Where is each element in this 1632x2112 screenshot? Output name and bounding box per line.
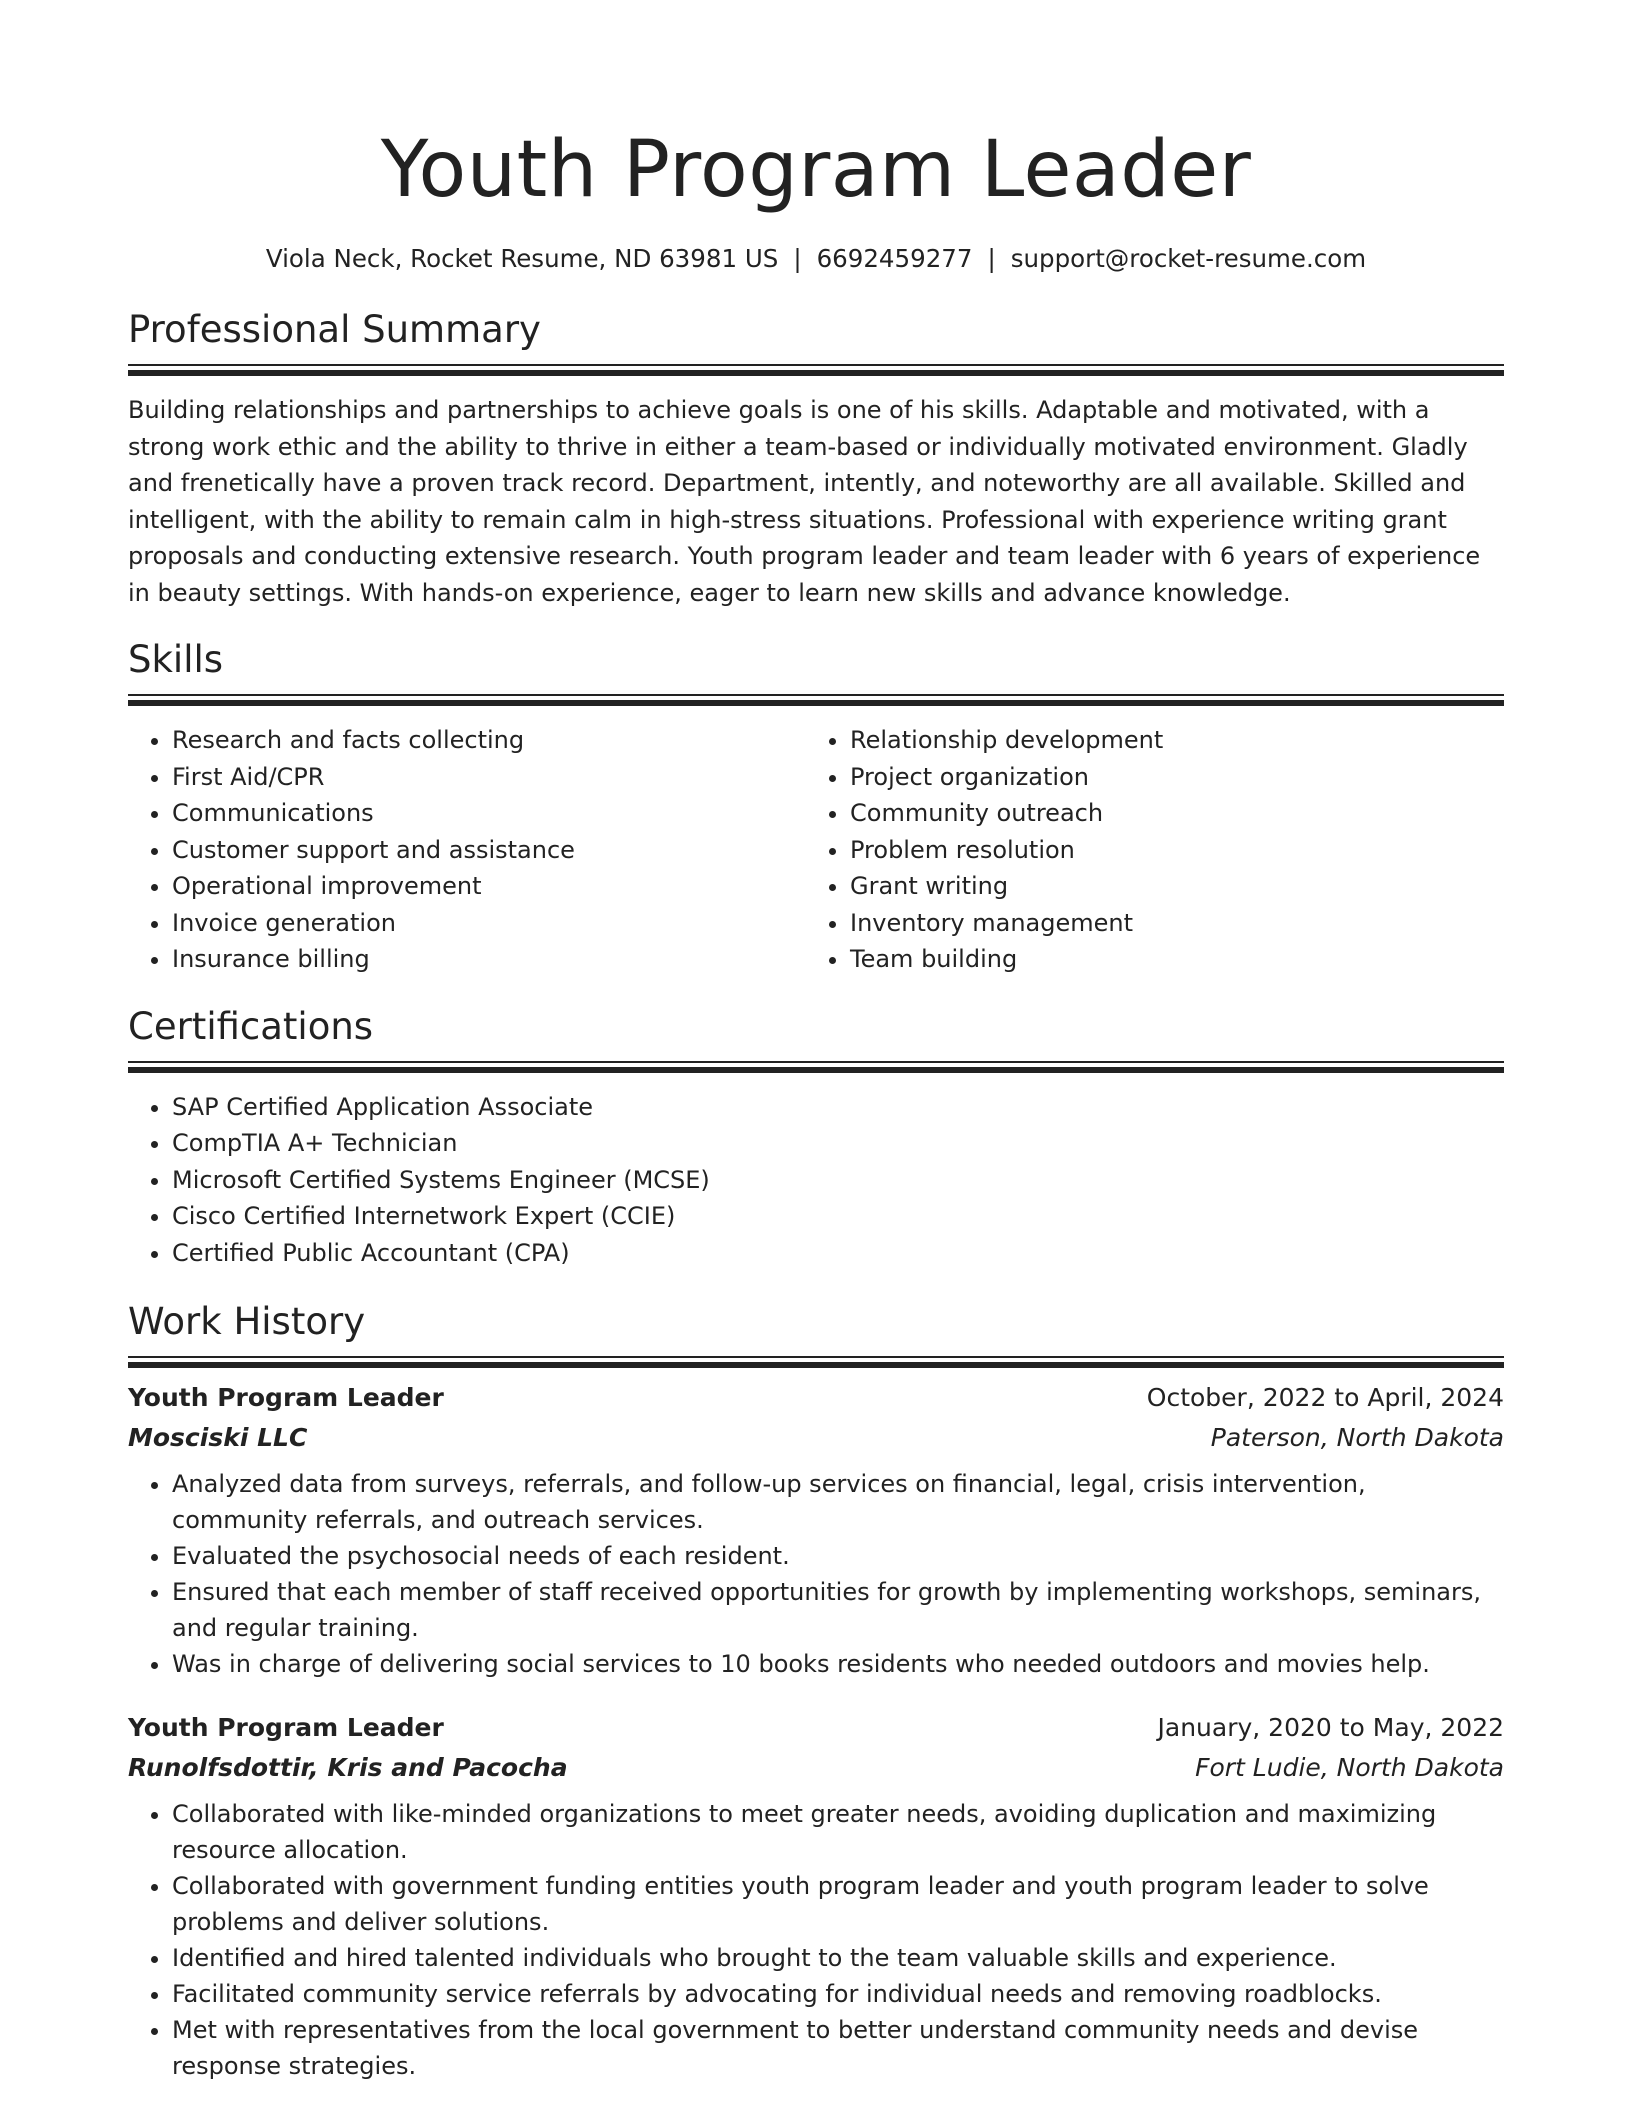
section-divider (128, 694, 1504, 706)
contact-separator: | (987, 244, 996, 273)
list-item: • Operational improvement (172, 868, 806, 905)
summary-heading: Professional Summary (128, 308, 541, 351)
skills-section (128, 635, 1504, 978)
list-item: • Communications (172, 795, 806, 832)
work-history-section (128, 1297, 1504, 2084)
contact-address: Viola Neck, Rocket Resume, ND 63981 US (265, 244, 779, 273)
list-item: • Met with representatives from the local government to better understand community needs and devise response strategies. (172, 2012, 1504, 2084)
list-item: • Team building (850, 941, 1484, 978)
list-item: • CompTIA A+ Technician (172, 1125, 1504, 1162)
skills-list-right (806, 722, 1484, 978)
list-item: • Inventory management (850, 905, 1484, 942)
list-item: • Identified and hired talented individuals who brought to the team valuable skills and experience. (172, 1940, 1504, 1976)
job-bullets (128, 1796, 1504, 2084)
list-item: • Certified Public Accountant (CPA) (172, 1235, 1504, 1272)
job-location: Paterson, North Dakota (1210, 1423, 1504, 1452)
list-item: • Collaborated with like-minded organizations to meet greater needs, avoiding duplication and maximizing resource allocation. (172, 1796, 1504, 1868)
summary-text: Building relationships and partnerships to achieve goals is one of his skills. Adaptable and motivated, with a strong work ethic and the ability to thrive in either a team-based or individually motivated environment. Gladly and frenetically have a proven track record. Department, intently, and noteworthy are all available. Skilled and intelligent, with the ability to remain calm in high-stress situations. Professional with experience writing grant proposals and conducting extensive research. Youth program leader and team leader with 6 years of experience in beauty settings. With hands-on experience, eager to learn new skills and advance knowledge. (128, 396, 1481, 607)
skills-heading: Skills (128, 638, 224, 681)
skills-column-right (806, 722, 1484, 978)
job-company: Mosciski LLC (128, 1423, 308, 1452)
resume-title: Youth Program Leader (380, 125, 1252, 215)
list-item: • Evaluated the psychosocial needs of each resident. (172, 1538, 1504, 1574)
work-history-heading: Work History (128, 1300, 366, 1343)
list-item: • First Aid/CPR (172, 759, 806, 796)
contact-phone: 6692459277 (816, 244, 973, 273)
skills-grid (128, 722, 1504, 978)
list-item: • Grant writing (850, 868, 1484, 905)
job-title: Youth Program Leader (128, 1713, 444, 1742)
job-header-row (128, 1378, 1504, 1418)
list-item: • Problem resolution (850, 832, 1484, 869)
list-item: • Research and facts collecting (172, 722, 806, 759)
list-item: • Project organization (850, 759, 1484, 796)
list-item: • SAP Certified Application Associate (172, 1089, 1504, 1126)
contact-email: support@rocket-resume.com (1010, 244, 1367, 273)
certifications-list (128, 1089, 1504, 1272)
job-company: Runolfsdottir, Kris and Pacocha (128, 1753, 568, 1782)
list-item: • Ensured that each member of staff received opportunities for growth by implementing workshops, seminars, and regular training. (172, 1574, 1504, 1646)
list-item: • Community outreach (850, 795, 1484, 832)
job-dates: October, 2022 to April, 2024 (1146, 1383, 1504, 1412)
list-item: • Analyzed data from surveys, referrals, and follow-up services on financial, legal, crisis intervention, community referrals, and outreach services. (172, 1466, 1504, 1538)
job-title: Youth Program Leader (128, 1383, 444, 1412)
list-item: • Invoice generation (172, 905, 806, 942)
job-entry (128, 1378, 1504, 1682)
job-entry (128, 1708, 1504, 2084)
list-item: • Collaborated with government funding entities youth program leader and youth program leader to solve problems and deliver solutions. (172, 1868, 1504, 1940)
list-item: • Customer support and assistance (172, 832, 806, 869)
list-item: • Relationship development (850, 722, 1484, 759)
job-company-row (128, 1418, 1504, 1458)
list-item: • Cisco Certified Internetwork Expert (CCIE) (172, 1198, 1504, 1235)
certifications-heading: Certifications (128, 1004, 374, 1048)
section-divider (128, 1356, 1504, 1368)
summary-section (128, 305, 1504, 611)
job-dates: January, 2020 to May, 2022 (1157, 1713, 1504, 1742)
job-location: Fort Ludie, North Dakota (1195, 1753, 1504, 1782)
skills-list-left (128, 722, 806, 978)
skills-column-left (128, 722, 806, 978)
list-item: • Microsoft Certified Systems Engineer (MCSE) (172, 1162, 1504, 1199)
resume-page (128, 0, 1504, 2084)
job-header-row (128, 1708, 1504, 1748)
contact-separator: | (793, 244, 802, 273)
section-divider (128, 364, 1504, 376)
section-divider (128, 1061, 1504, 1073)
contact-line (128, 242, 1504, 276)
list-item: • Facilitated community service referrals by advocating for individual needs and removing roadblocks. (172, 1976, 1504, 2012)
certifications-section (128, 1002, 1504, 1272)
list-item: • Was in charge of delivering social services to 10 books residents who needed outdoors and movies help. (172, 1646, 1504, 1682)
job-company-row (128, 1748, 1504, 1788)
list-item: • Insurance billing (172, 941, 806, 978)
job-bullets (128, 1466, 1504, 1682)
